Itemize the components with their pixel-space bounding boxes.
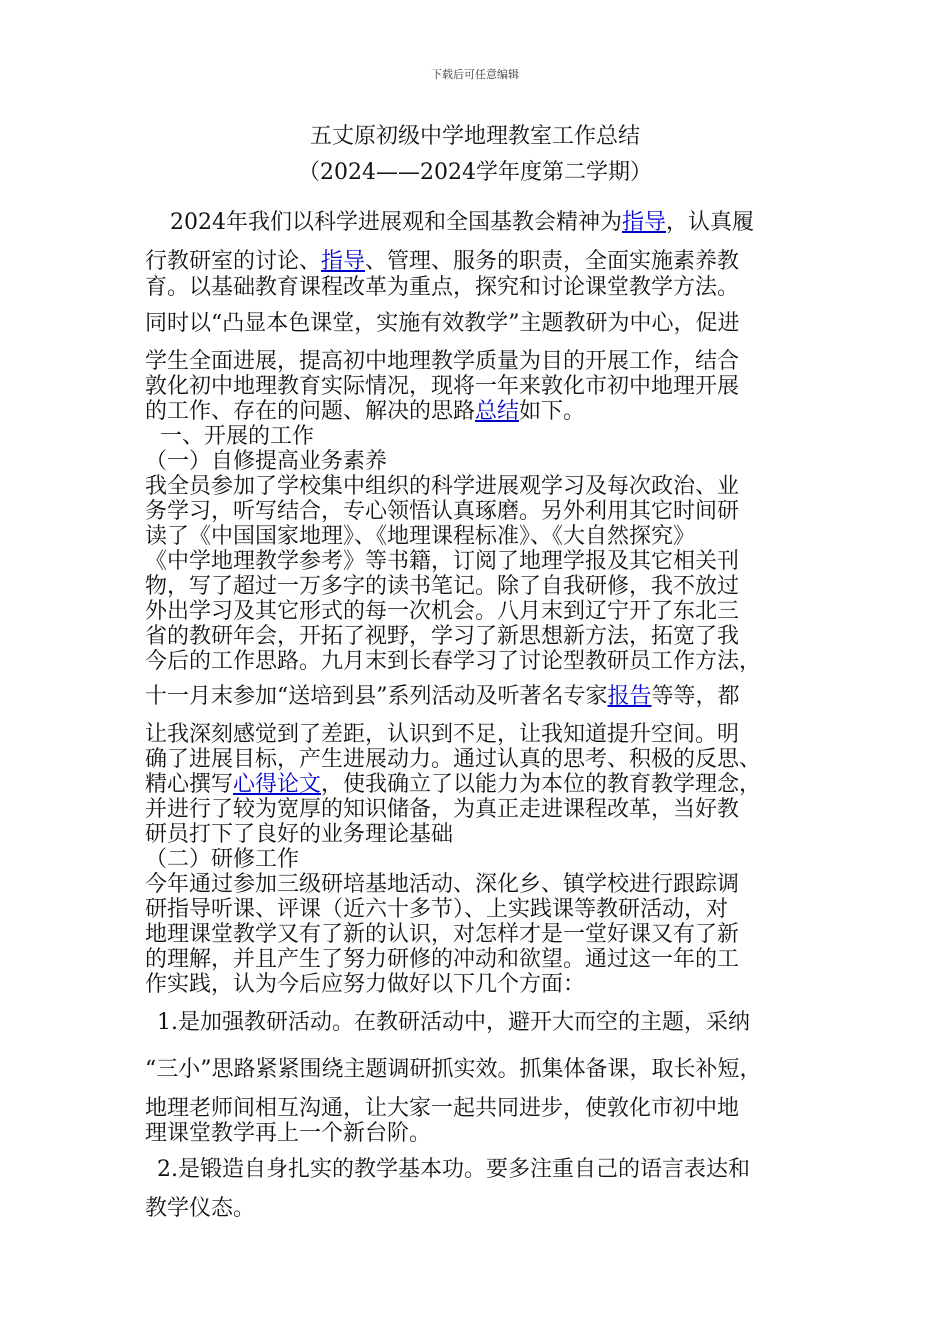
page-header: 下载后可任意编辑 — [431, 68, 519, 81]
sub1-line-11: 确了进展目标，产生进展动力。通过认真的思考、积极的反思、 — [145, 747, 762, 772]
sub1-line-4: 《中学地理教学参考》等书籍，订阅了地理学报及其它相关刊 — [145, 549, 740, 574]
point2-line-1: 2.是锻造自身扎实的教学基本功。要多注重自己的语言表达和 — [157, 1157, 750, 1182]
section-heading-1: 一、开展的工作 — [160, 424, 315, 449]
sub2-line-3: 地理课堂教学又有了新的认识，对怎样才是一堂好课又有了新 — [145, 922, 740, 947]
paper-link[interactable]: 心得论文 — [233, 772, 322, 797]
sub1-line-9: 十一月末参加“送培到县”系列活动及听著名专家报告等等，都 — [145, 684, 740, 709]
intro-line-5: 学生全面进展，提高初中地理教学质量为目的开展工作，结合 — [145, 349, 740, 374]
summary-link[interactable]: 总结 — [475, 399, 520, 424]
intro-line-7: 的工作、存在的问题、解决的思路总结如下。 — [145, 399, 586, 424]
document-title: 五丈原初级中学地理教室工作总结 — [309, 124, 640, 149]
point2-line-2: 教学仪态。 — [145, 1196, 256, 1221]
intro-line-4: 同时以“凸显本色课堂，实施有效教学”主题教研为中心，促进 — [145, 311, 740, 336]
subsection-heading-1: （一）自修提高业务素养 — [145, 449, 388, 474]
sub2-line-4: 的理解，并且产生了努力研修的冲动和欲望。通过这一年的工 — [145, 947, 740, 972]
sub1-line-12: 精心撰写心得论文，使我确立了以能力为本位的教育教学理念， — [145, 772, 762, 797]
sub1-line-2: 务学习，听写结合，专心领悟认真琢磨。另外利用其它时间研 — [145, 499, 740, 524]
sub1-line-10: 让我深刻感觉到了差距，认识到不足，让我知道提升空间。明 — [145, 722, 740, 747]
sub1-line-5: 物，写了超过一万多字的读书笔记。除了自我研修，我不放过 — [145, 574, 740, 599]
intro-line-6: 敦化初中地理教育实际情况，现将一年来敦化市初中地理开展 — [145, 374, 740, 399]
guide-link[interactable]: 指导 — [622, 210, 667, 235]
intro-line-3: 育。以基础教育课程改革为重点，探究和讨论课堂教学方法。 — [145, 275, 740, 300]
point1-line-3: 地理老师间相互沟通，让大家一起共同进步，使敦化市初中地 — [145, 1096, 740, 1121]
sub1-line-14: 研员打下了良好的业务理论基础 — [145, 822, 454, 847]
point1-line-2: “三小”思路紧紧围绕主题调研抓实效。抓集体备课，取长补短， — [145, 1057, 762, 1082]
document-subtitle: （2024——2024学年度第二学期） — [298, 160, 652, 185]
report-link[interactable]: 报告 — [607, 684, 652, 709]
sub1-line-8: 今后的工作思路。九月末到长春学习了讨论型教研员工作方法， — [145, 649, 762, 674]
sub2-line-1: 今年通过参加三级研培基地活动、深化乡、镇学校进行跟踪调 — [145, 872, 740, 897]
sub1-line-1: 我全员参加了学校集中组织的科学进展观学习及每次政治、业 — [145, 474, 740, 499]
intro-line-2: 行教研室的讨论、指导、管理、服务的职责，全面实施素养教 — [145, 249, 740, 274]
sub1-line-7: 省的教研年会，开拓了视野，学习了新思想新方法，拓宽了我 — [145, 624, 740, 649]
intro-line-1: 2024年我们以科学进展观和全国基教会精神为指导，认真履 — [170, 210, 755, 235]
guide-link-2[interactable]: 指导 — [321, 249, 366, 274]
point1-line-1: 1.是加强教研活动。在教研活动中，避开大而空的主题，采纳 — [157, 1010, 750, 1035]
sub1-line-13: 并进行了较为宽厚的知识储备，为真正走进课程改革，当好教 — [145, 797, 740, 822]
sub1-line-6: 外出学习及其它形式的每一次机会。八月末到辽宁开了东北三 — [145, 599, 740, 624]
sub2-line-2: 研指导听课、评课（近六十多节）、上实践课等教研活动，对 — [145, 897, 729, 922]
point1-line-4: 理课堂教学再上一个新台阶。 — [145, 1121, 432, 1146]
sub2-line-5: 作实践，认为今后应努力做好以下几个方面： — [145, 972, 586, 997]
subsection-heading-2: （二）研修工作 — [145, 847, 300, 872]
sub1-line-3: 读了《中国国家地理》、《地理课程标准》、《大自然探究》 — [145, 524, 696, 549]
